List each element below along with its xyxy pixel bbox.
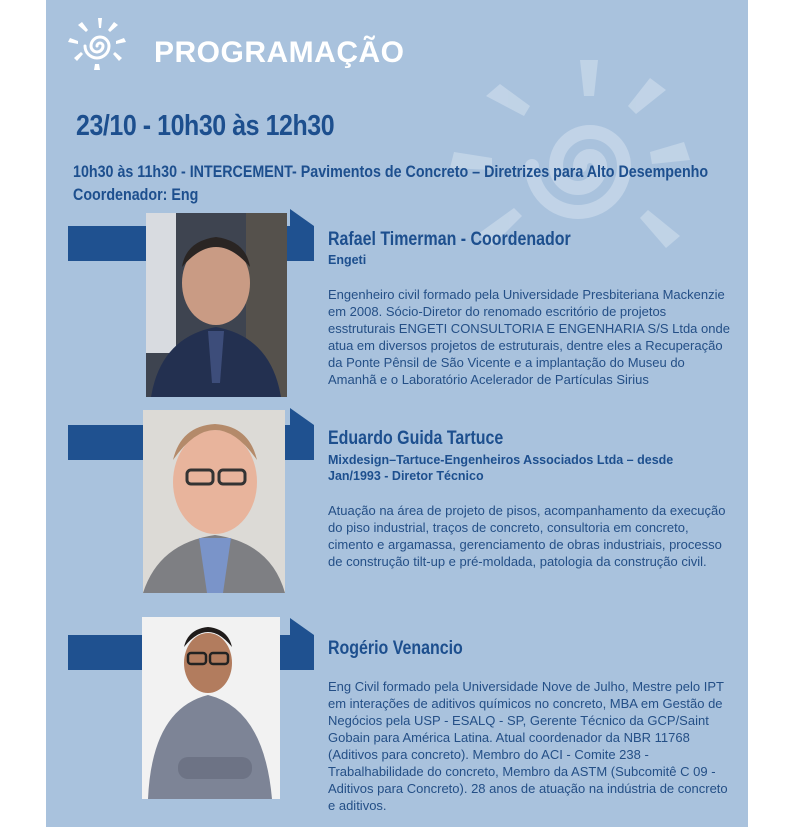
speaker-bio: Engenheiro civil formado pela Universidade Presbiteriana Mackenzie em 2008. Sócio-Diretor do renomado escritório de projetos esstruturais ENGETI CONSULTORIA E ENGENHARIA S/S Ltda onde atua em diversos projetos de estruturais, dentre eles a Recuperação da Ponte Pênsil de São Vicente e a implantação do Museu do Amanhã e o Laboratório Acelerador de Partículas Sirius [328,287,730,387]
speaker-organization: Engeti [328,253,367,267]
session-coordinator: Coordenador: Eng [73,185,199,204]
ribbon-left [68,635,144,670]
speaker-name: Eduardo Guida Tartuce [328,428,504,449]
ribbon-right [280,635,314,670]
ribbon-fold [290,209,314,226]
ribbon-fold [290,408,314,425]
speaker-photo [142,617,280,799]
person-icon [146,213,287,397]
speaker-name: Rogério Venancio [328,638,463,659]
sun-spiral-icon [64,16,134,76]
ribbon-right [286,226,314,261]
speaker-photo [146,213,287,397]
person-icon [143,410,285,593]
speaker-name: Rafael Timerman - Coordenador [328,229,571,250]
speaker-bio: Eng Civil formado pela Universidade Nove de Julho, Mestre pelo IPT em interações de aditivos químicos no concreto, MBA em Gestão de Negócios pela USP - ESALQ - SP, Gerente Técnico da GCP/Saint Gobain para América Latina. Atual coordenador da NBR 11768 (Aditivos para concreto). Membro do ACI - Comite 238 - Trabalhabilidade do concreto, Membro da ASTM (Subcomitê C 09 - Aditivos para Concreto). 28 anos de atuação na indústria de concreto e aditivos. [328,679,728,813]
speaker-photo [143,410,285,593]
speaker-bio: Atuação na área de projeto de pisos, acompanhamento da execução do piso industrial, traços de concreto, consultoria em concreto, cimento e argamassa, gerenciamento de obras industriais, processo de construção tilt-up e pré-moldada, patologia da construção civil. [328,503,726,569]
page-title: PROGRAMAÇÃO [154,36,405,69]
session-block [73,160,708,206]
person-icon [142,617,280,799]
ribbon-fold [290,618,314,635]
date-time-heading: 23/10 - 10h30 às 12h30 [76,110,335,142]
ribbon-left [68,226,148,261]
speaker-organization: Mixdesign–Tartuce-Engenheiros Associados Ltda – desde Jan/1993 - Diretor Técnico [328,453,674,483]
ribbon-right [284,425,314,460]
session-title: 10h30 às 11h30 - INTERCEMENT- Pavimentos de Concreto – Diretrizes para Alto Desempenho [73,162,709,181]
ribbon-left [68,425,146,460]
